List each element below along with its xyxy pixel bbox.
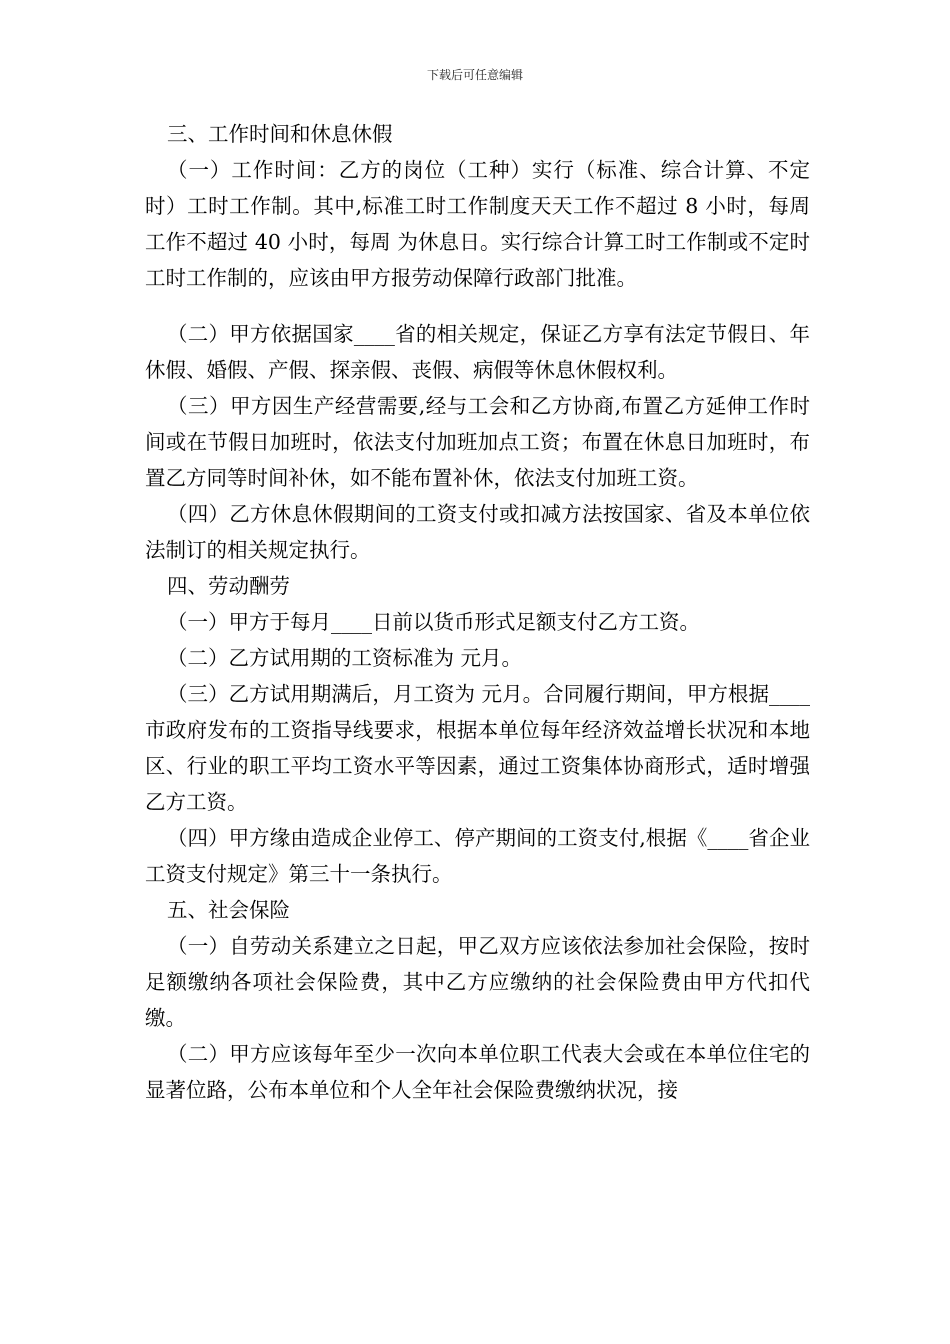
- section-heading-remuneration: 四、劳动酬劳: [167, 574, 290, 598]
- paragraph: （四）乙方休息休假期间的工资支付或扣减方法按国家、省及本单位依法制订的相关规定执行。: [145, 502, 810, 562]
- paragraph: （二）乙方试用期的工资标准为 元月。: [167, 646, 523, 670]
- paragraph: （一）甲方于每月____日前以货币形式足额支付乙方工资。: [167, 610, 700, 634]
- paragraph: （一）自劳动关系建立之日起，甲乙双方应该依法参加社会保险，按时足额缴纳各项社会保险费，其中乙方应缴纳的社会保险费由甲方代扣代缴。: [145, 934, 810, 1030]
- section-heading-social-insurance: 五、社会保险: [167, 898, 290, 922]
- paragraph-spacer: [145, 296, 810, 316]
- paragraph: （二）甲方依据国家____省的相关规定，保证乙方享有法定节假日、年休假、婚假、产假、探亲假、丧假、病假等休息休假权利。: [145, 322, 810, 382]
- page-header: 下载后可任意编辑: [426, 68, 523, 82]
- document-body: [145, 116, 810, 1108]
- paragraph: （二）甲方应该每年至少一次向本单位职工代表大会或在本单位住宅的显著位路，公布本单位和个人全年社会保险费缴纳状况，接: [145, 1042, 810, 1102]
- paragraph: （三）乙方试用期满后，月工资为 元月。合同履行期间，甲方根据____市政府发布的工资指导线要求，根据本单位每年经济效益增长状况和本地区、行业的职工平均工资水平等因素，通过工资集体协商形式，适时增强乙方工资。: [145, 682, 810, 814]
- paragraph: （四）甲方缘由造成企业停工、停产期间的工资支付,根据《____省企业工资支付规定》第三十一条执行。: [145, 826, 810, 886]
- section-heading-work-time: 三、工作时间和休息休假: [167, 122, 393, 146]
- paragraph: （三）甲方因生产经营需要,经与工会和乙方协商,布置乙方延伸工作时间或在节假日加班时，依法支付加班加点工资；布置在休息日加班时，布置乙方同等时间补休，如不能布置补休，依法支付加班工资。: [145, 394, 810, 490]
- paragraph: （一）工作时间：乙方的岗位（工种）实行（标准、综合计算、不定时）工时工作制。其中,标准工时工作制度天天工作不超过 8 小时，每周工作不超过 40 小时，每周 为休息日。实行综合计算工时工作制或不定时工时工作制的，应该由甲方报劳动保障行政部门批准。: [145, 158, 810, 290]
